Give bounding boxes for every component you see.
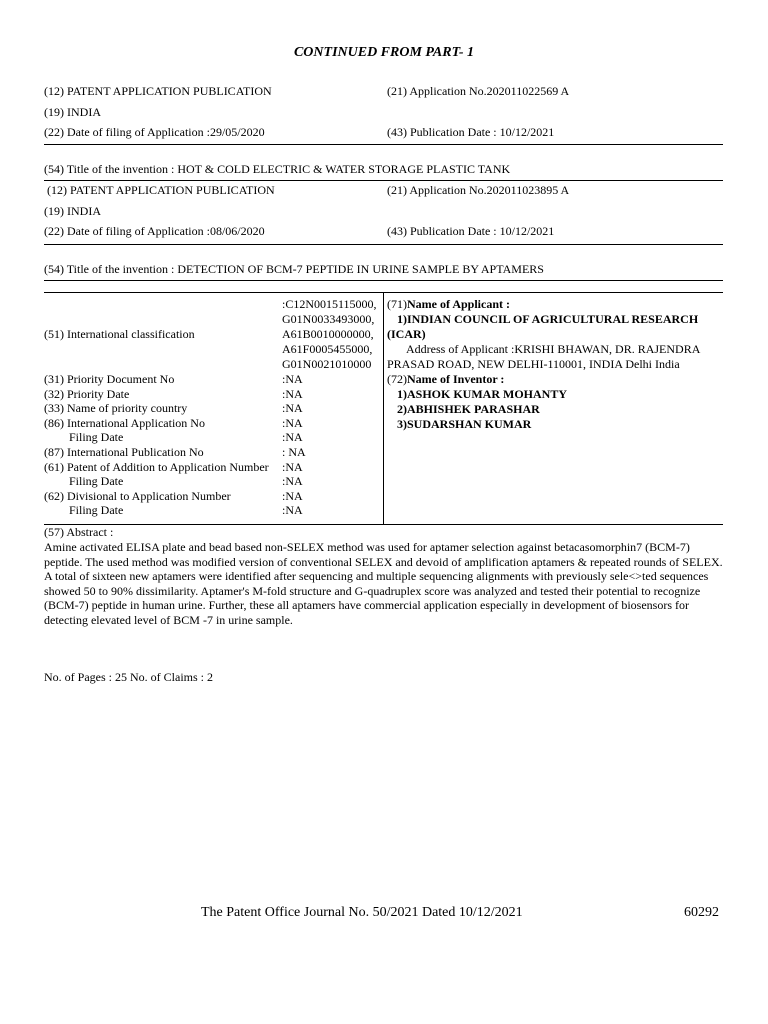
field-value: :NA [282, 488, 303, 503]
field-label: (32) Priority Date [44, 386, 130, 401]
page-title: CONTINUED FROM PART- 1 [293, 45, 475, 60]
applicant-heading [387, 297, 510, 312]
inventor-heading-text: Name of Inventor : [407, 372, 505, 386]
field-label: (87) International Publication No [44, 445, 204, 459]
classification-code: G01N0033493000, [282, 312, 375, 326]
classification-code: A61F0005455000, [282, 342, 373, 356]
record1-pub-date: (43) Publication Date : 10/12/2021 [387, 125, 555, 139]
field-label: Filing Date [69, 503, 124, 518]
inventor-name: 1)ASHOK KUMAR MOHANTY [397, 387, 567, 401]
inventor-heading [387, 372, 504, 387]
field-value: :NA [282, 401, 303, 416]
record2-title: (54) Title of the invention : DETECTION OF BCM-7 PEPTIDE IN URINE SAMPLE BY APTAMERS [44, 262, 544, 276]
field-value: :NA [282, 372, 303, 386]
abstract-text: Amine activated ELISA plate and bead based non-SELEX method was used for aptamer selection against betacasomorphin7 (BCM-7) peptide. The used method was modified version of conventional SELEX and devoid of amplification aptamers & repeated rounds of SELEX. A total of sixteen new aptamers were identified after sequencing and multiple sequencing alignments with previously sele<>ted sequences showed 50 to 90% dissimilarity. Aptamer's M-fold structure and G-quadruplex score was analyzed and tested their potential to recognize (BCM-7) peptide in human urine. Further, these all aptamers have commercial application especially in development of biosensors for detecting elevated level of BCM -7 in urine sample. [44, 540, 723, 627]
field-label: (61) Patent of Addition to Application Number [44, 459, 269, 474]
page-number: 60292 [684, 905, 719, 920]
abstract-label: (57) Abstract : [44, 525, 114, 539]
column-divider [383, 292, 384, 524]
record1-pub-type: (12) PATENT APPLICATION PUBLICATION [44, 84, 272, 98]
classification-code: G01N0021010000 [282, 357, 372, 371]
field-value: : NA [282, 445, 306, 459]
field-label: Filing Date [69, 474, 124, 489]
applicant-address-cont: PRASAD ROAD, NEW DELHI-110001, INDIA Delhi India [387, 357, 680, 371]
applicant-name: 1)INDIAN COUNCIL OF AGRICULTURAL RESEARCH [397, 312, 699, 326]
field-value: :NA [282, 430, 303, 445]
field-value: :NA [282, 415, 303, 430]
divider [44, 280, 723, 281]
field-value: :NA [282, 474, 303, 489]
field-value: :NA [282, 386, 303, 401]
divider [44, 180, 723, 181]
pages-claims: No. of Pages : 25 No. of Claims : 2 [44, 670, 213, 684]
field-value: :NA [282, 503, 303, 518]
applicant-address: Address of Applicant :KRISHI BHAWAN, DR. RAJENDRA [406, 342, 701, 356]
table-bottom-border [44, 524, 723, 525]
record1-country: (19) INDIA [44, 105, 101, 119]
record1-filing-date: (22) Date of filing of Application :29/05/2020 [44, 125, 265, 139]
classification-code: A61B0010000000, [282, 327, 374, 341]
applicant-prefix: (71) [387, 297, 407, 311]
field-label: (62) Divisional to Application Number [44, 488, 231, 503]
divider [44, 244, 723, 245]
field-value: :NA [282, 459, 303, 474]
inventor-name: 2)ABHISHEK PARASHAR [397, 402, 540, 416]
record2-pub-type: (12) PATENT APPLICATION PUBLICATION [47, 183, 275, 197]
field-label: (33) Name of priority country [44, 401, 188, 416]
applicant-heading-text: Name of Applicant : [407, 297, 510, 311]
field-label: (86) International Application No [44, 415, 205, 430]
record2-country: (19) INDIA [44, 204, 101, 218]
record1-title: (54) Title of the invention : HOT & COLD ELECTRIC & WATER STORAGE PLASTIC TANK [44, 162, 511, 176]
classification-label: (51) International classification [44, 327, 195, 341]
inventor-name: 3)SUDARSHAN KUMAR [397, 417, 532, 431]
divider [44, 144, 723, 145]
field-label: Filing Date [69, 430, 124, 445]
record2-app-no: (21) Application No.202011023895 A [387, 183, 570, 197]
inventor-prefix: (72) [387, 372, 407, 386]
record2-pub-date: (43) Publication Date : 10/12/2021 [387, 224, 555, 238]
journal-footer: The Patent Office Journal No. 50/2021 Dated 10/12/2021 [201, 905, 523, 920]
record2-filing-date: (22) Date of filing of Application :08/06/2020 [44, 224, 265, 238]
applicant-name-cont: (ICAR) [387, 327, 426, 341]
record1-app-no: (21) Application No.202011022569 A [387, 84, 570, 98]
field-label: (31) Priority Document No [44, 372, 175, 386]
classification-code: :C12N0015115000, [282, 297, 377, 311]
